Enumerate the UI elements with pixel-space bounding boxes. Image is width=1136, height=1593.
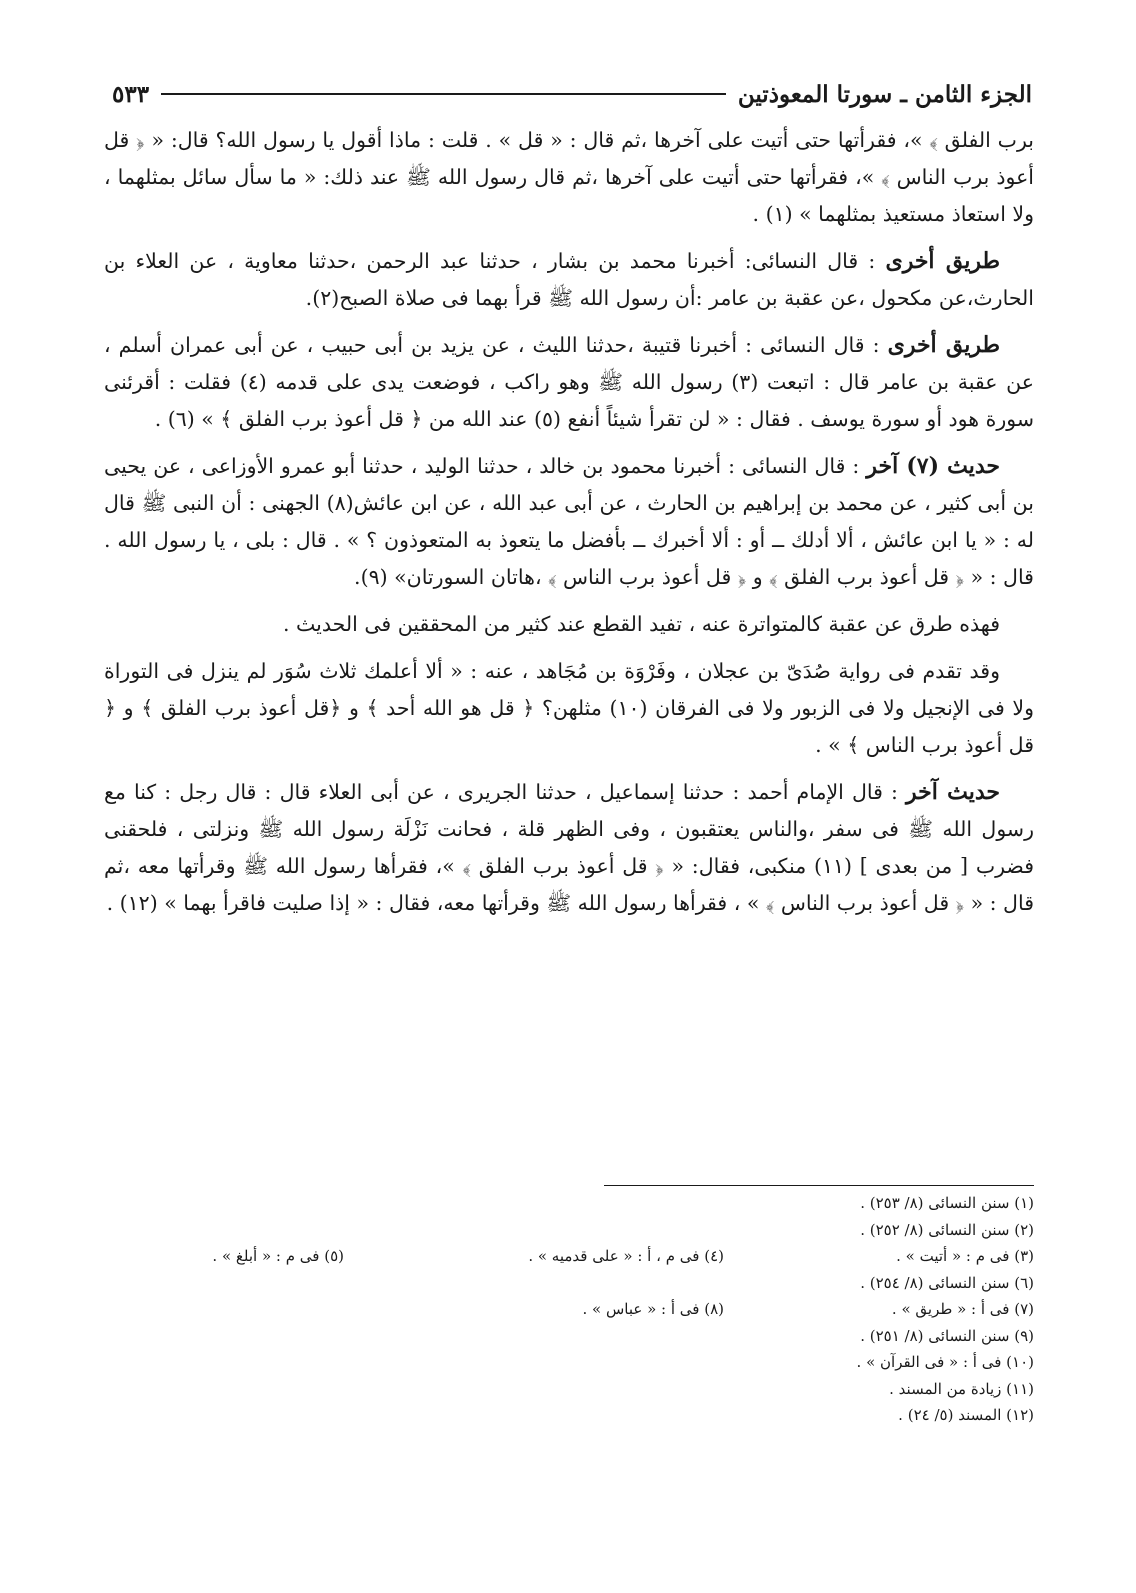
footnote-9: (٩) سنن النسائى (٨/ ٢٥١) . [860,1326,1034,1345]
footnote-rule [604,1185,1034,1186]
footnote-5: (٥) فى م : « أبلغ » . [212,1247,344,1265]
running-header [112,74,1032,114]
footnote-row [104,1376,1034,1403]
footnote-row [104,1243,1034,1270]
footnote-6: (٦) سنن النسائى (٨/ ٢٥٤) . [860,1273,1034,1292]
footnote-row [104,1323,1034,1350]
footnote-7: (٧) فى أ : « طريق » . [891,1300,1034,1318]
footnote-1: (١) سنن النسائى (٨/ ٢٥٣) . [860,1194,1034,1212]
paragraph-4 [104,448,1034,596]
footnote-11: (١١) زيادة من المسند . [889,1379,1034,1398]
footnote-4: (٤) فى م ، أ : « على قدميه » . [528,1247,724,1265]
footnote-3: (٣) فى م : « أتيت » . [896,1247,1034,1265]
footnote-row [104,1190,1034,1217]
footnote-10: (١٠) فى أ : « فى القرآن » . [856,1353,1034,1371]
header-rule [161,93,726,95]
paragraph-3-lead: طريق أخرى [887,332,1000,358]
footnote-2: (٢) سنن النسائى (٨/ ٢٥٢) . [860,1220,1034,1239]
footnote-row [104,1349,1034,1376]
footnote-row [104,1217,1034,1244]
footnote-row [104,1296,1034,1323]
footnote-row [104,1402,1034,1429]
main-text [104,122,1034,932]
paragraph-3-text: : قال النسائى : أخبرنا قتيبة ،حدثنا الليث ، عن يزيد بن أبى حبيب ، عن أبى عمران أسلم ، عن عقبة بن عامر قال : اتبعت (٣) رسول الله ﷺ وهو راكب ، فوضعت يدى على قدمه (٤) فقلت : أقرئنى سورة هود أو سورة يوسف . فقال : « لن تقرأ شيئاً أنفع (٥) عند الله من ﴿ قل أعوذ برب الفلق ﴾ » (٦) . [104,333,1035,431]
paragraph-6: وقد تقدم فى رواية صُدَىّ بن عجلان ، وفَرْوَة بن مُجَاهد ، عنه : « ألا أعلمك ثلاث سُوَر لم ينزل فى التوراة ولا فى الإنجيل ولا فى الزبور ولا فى الفرقان (١٠) مثلهن؟ ﴿ قل هو الله أحد ﴾ و ﴿قل أعوذ برب الفلق ﴾ و ﴿ قل أعوذ برب الناس ﴾ » . [104,659,1034,757]
footnote-8: (٨) فى أ : « عباس » . [582,1300,724,1318]
paragraph-2-lead: طريق أخرى [885,248,1000,274]
paragraph-1: برب الفلق ﴾ »، فقرأتها حتى أتيت على آخرها ،ثم قال : « قل » . قلت : ماذا أقول يا رسول الله؟ قال: « ﴿ قل أعوذ برب الناس ﴾ »، فقرأتها حتى أتيت على آخرها ،ثم قال رسول الله ﷺ عند ذلك: « ما سأل سائل بمثلهما ، ولا استعاذ مستعيذ بمثلهما » (١) . [104,128,1034,226]
paragraph-7-lead: حديث آخر [906,779,1000,805]
paragraph-5: فهذه طرق عن عقبة كالمتواترة عنه ، تفيد القطع عند كثير من المحققين فى الحديث . [283,612,1000,636]
paragraph-3 [104,327,1034,438]
footnote-12: (١٢) المسند (٥/ ٢٤) . [898,1406,1034,1424]
page-number: ٥٣٣ [112,80,150,108]
footnotes [104,1190,1034,1429]
paragraph-4-lead: حديث (٧) آخر [866,453,1000,479]
footnote-row [104,1270,1034,1297]
running-title: الجزء الثامن ـ سورتا المعوذتين [737,80,1032,108]
paragraph-7 [104,774,1034,922]
paragraph-2 [104,243,1034,317]
paragraph-2-text: : قال النسائى: أخبرنا محمد بن بشار ، حدثنا عبد الرحمن ،حدثنا معاوية ، عن العلاء بن الحارث،عن مكحول ،عن عقبة بن عامر :أن رسول الله ﷺ قرأ بهما فى صلاة الصبح(٢). [104,249,1034,310]
paragraph-7-text: : قال الإمام أحمد : حدثنا إسماعيل ، حدثنا الجريرى ، عن أبى العلاء قال : قال رجل : كنا مع رسول الله ﷺ فى سفر ،والناس يعتقبون ، وفى الظهر قلة ، فحانت نَزْلَة رسول الله ﷺ ونزلتى ، فلحقنى فضرب [ من بعدى ] (١١) منكبى، فقال: « ﴿ قل أعوذ برب الفلق ﴾ »، فقرأها رسول الله ﷺ وقرأتها معه ،ثم قال : « ﴿ قل أعوذ برب الناس ﴾ » ، فقرأها رسول الله ﷺ وقرأتها معه، فقال : « إذا صليت فاقرأ بهما » (١٢) . [104,780,1035,915]
paragraph-4-text: : قال النسائى : أخبرنا محمود بن خالد ، حدثنا الوليد ، حدثنا أبو عمرو الأوزاعى ، عن يحيى بن أبى كثير ، عن محمد بن إبراهيم بن الحارث ، عن أبى عبد الله ، عن ابن عائش(٨) الجهنى : أن النبى ﷺ قال له : « يا ابن عائش ، ألا أدلك ــ أو : ألا أخبرك ــ بأفضل ما يتعوذ به المتعوذون ؟ » . قال : بلى ، يا رسول الله . قال : « ﴿ قل أعوذ برب الفلق ﴾ و ﴿ قل أعوذ برب الناس ﴾ ،هاتان السورتان» (٩). [104,454,1034,589]
